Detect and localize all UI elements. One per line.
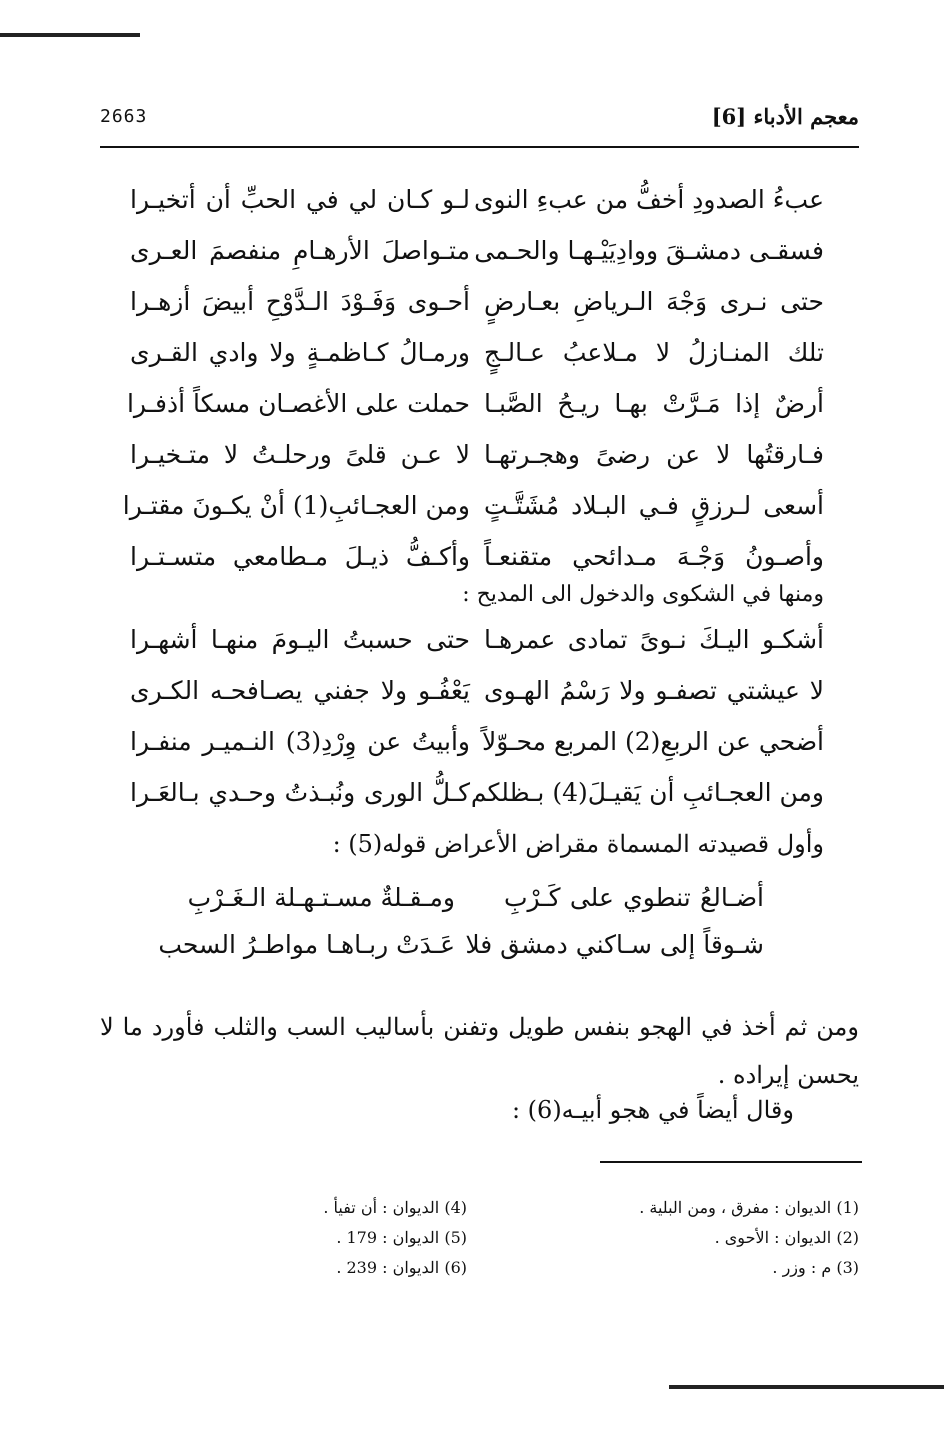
verse-second-hemistich: كـلُّ الورى ونُبـذتُ وحـدي بـالعَـرا [130, 778, 470, 807]
verse-first-hemistich: فـارقتُها لا عن رضىً وهجـرتهـا [484, 440, 824, 469]
section-intro: وأول قصيدته المسماة مقراض الأعراض قوله(5) : [332, 830, 824, 858]
verse [185, 878, 764, 925]
poem-block-1 [120, 180, 824, 588]
verse-first-hemistich: أشكـو اليـكَ نـوىً تمادى عمرهـا [484, 625, 824, 654]
footnote: (2) الديوان : الأحوى . [714, 1228, 859, 1247]
scan-border-line [0, 33, 140, 37]
verse-second-hemistich: أحـوى وَفَـوْدَ الـدَّوْحِ أبيضَ أزهـرا [130, 287, 470, 316]
header-rule [100, 146, 859, 148]
verse-first-hemistich: أضـالعُ تنطوي على كَـرْبِ [504, 883, 764, 912]
prose-paragraph: ومن ثم أخذ في الهجو بنفس طويل وتفنن بأساليب السب والثلب فأورد ما لا يحسن إيراده . [100, 1013, 859, 1089]
verse-second-hemistich: ورمـالُ كـاظمـةٍ ولا وادي القـرى [130, 338, 470, 367]
poem-block-2 [120, 620, 824, 824]
page-header [100, 104, 859, 144]
verse-first-hemistich: عبءُ الصدودِ أخفُّ من عبءِ النوى [473, 185, 824, 214]
verse-first-hemistich: وأصـونُ وَجْـهَ مـدائحي متقنعـاً [484, 542, 824, 571]
verse [120, 435, 824, 486]
verse-second-hemistich: لـو كـان لي في الحبِّ أن أتخيـرا [130, 185, 470, 214]
verse-first-hemistich: أضحي عن الربعِ(2) المربع محـوّلاً [481, 727, 824, 756]
verse-second-hemistich: متـواصلَ الأرهـامِ منفصمَ العـرى [130, 236, 470, 265]
footnote-rule [600, 1161, 862, 1163]
footnote: (3) م : وزر . [772, 1258, 859, 1277]
poem-block-3 [158, 878, 764, 972]
verse [120, 180, 824, 231]
verse-second-hemistich: حتى حسبتُ اليـومَ منهـا أشهـرا [130, 625, 470, 654]
verse-second-hemistich: ومن العجـائبِ(1) أنْ يكـونَ مقتـرا [122, 491, 470, 520]
verse-first-hemistich: شـوقاً إلى سـاكني دمشق فلا [465, 930, 764, 959]
verse [120, 671, 824, 722]
scan-border-line [669, 1385, 944, 1389]
verse [120, 282, 824, 333]
page-number: 2663 [100, 106, 148, 127]
verse-second-hemistich: لا عـن قلىً ورحلـتُ لا متـخيـرا [130, 440, 470, 469]
verse [120, 773, 824, 824]
footnotes-column-left [107, 1193, 467, 1283]
footnote: (4) الديوان : أن تفيأ . [323, 1198, 467, 1217]
verse-first-hemistich: أرضٌ إذا مَـرَّتْ بهـا ريـحُ الصَّبـا [484, 389, 824, 418]
verse [120, 620, 824, 671]
footnote: (5) الديوان : 179 . [336, 1228, 467, 1247]
verse-second-hemistich: وأكـفُّ ذيـلَ مـطامعي متسـتـرا [130, 542, 470, 571]
footnote: (6) الديوان : 239 . [336, 1258, 467, 1277]
verse-second-hemistich: حملت على الأغصـان مسكاً أذفـرا [126, 389, 470, 418]
verse [158, 925, 764, 972]
running-title: معجم الأدباء [6] [711, 104, 859, 129]
section-intro: وقال أيضاً في هجو أبيـه(6) : [511, 1096, 794, 1124]
footnote: (1) الديوان : مفرق ، ومن البلية . [639, 1198, 859, 1217]
footnotes-column-right [499, 1193, 859, 1283]
verse-second-hemistich: عَـدَتْ ربـاهـا مواطـرُ السحب [158, 930, 455, 959]
verse-second-hemistich: ومـقـلةٌ مسـتـهـلة الـغَـرْبِ [187, 883, 455, 912]
verse-first-hemistich: ومن العجـائبِ أن يَقيـلَ(4) بـظلكم [470, 778, 824, 807]
verse-second-hemistich: يَعْفُـو ولا جفني يصـافحـه الكـرى [130, 676, 470, 705]
verse [120, 722, 824, 773]
verse [120, 231, 824, 282]
section-intro: ومنها في الشكوى والدخول الى المديح : [462, 582, 824, 607]
verse-first-hemistich: حتى نـرى وَجْهَ الـرياضِ بعـارضٍ [484, 287, 824, 316]
footnotes [100, 1193, 859, 1293]
verse-first-hemistich: لا عيشتي تصفـو ولا رَسْمُ الهـوى [484, 676, 824, 705]
verse-second-hemistich: وأبيتُ عن وِرْدِ(3) النـميـر منفـرا [130, 727, 470, 756]
verse [120, 486, 824, 537]
verse-first-hemistich: أسعى لـرزقٍ فـي البـلاد مُشَتَّـتٍ [484, 491, 824, 520]
verse [120, 384, 824, 435]
verse-first-hemistich: فسقـى دمشـقَ ووادِيَيْـهـا والحـمى [474, 236, 824, 265]
verse [120, 333, 824, 384]
verse-first-hemistich: تلك المنـازلُ لا مـلاعبُ عـالـجٍ [484, 338, 824, 367]
